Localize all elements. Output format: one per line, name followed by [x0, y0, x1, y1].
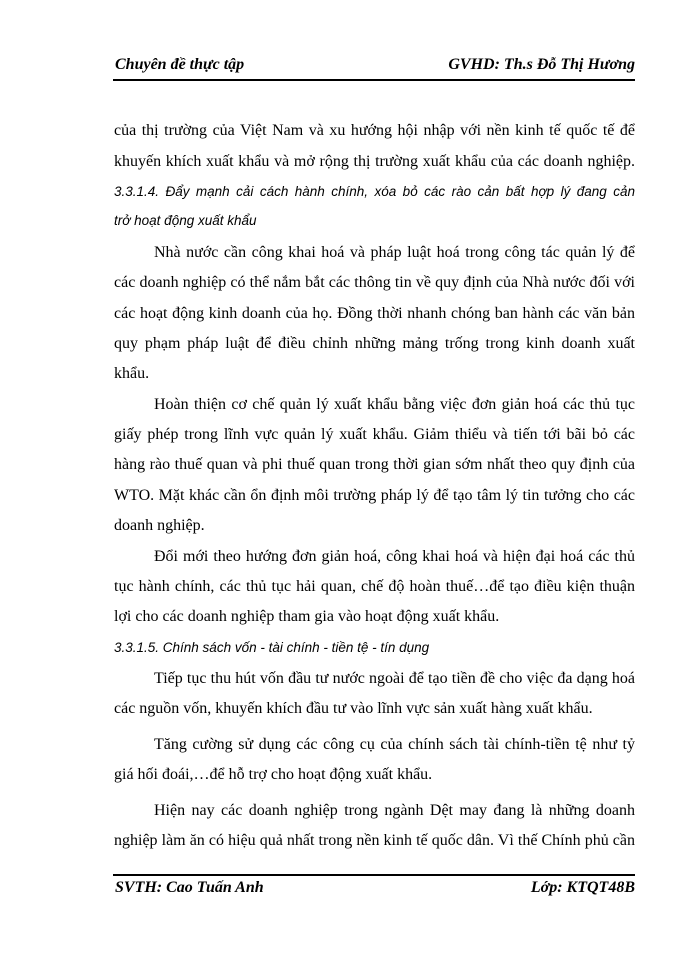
body-line: nghiệp làm ăn có hiệu quả nhất trong nền kinh tế quốc dân. Vì thế Chính phủ cần: [114, 832, 635, 849]
body-line: các nguồn vốn, khuyến khích đầu tư vào lĩnh vực sản xuất hàng xuất khẩu.: [114, 700, 593, 717]
header-supervisor: GVHD: Th.s Đỗ Thị Hương: [448, 56, 635, 73]
section-heading-3-3-1-4: 3.3.1.4. Đẩy mạnh cải cách hành chính, xóa bỏ các rào cản bất hợp lý đang cản: [114, 184, 635, 199]
body-line: Tăng cường sử dụng các công cụ của chính sách tài chính-tiền tệ như tỷ: [154, 736, 635, 753]
body-line: khuyến khích xuất khẩu và mở rộng thị trường xuất khẩu của các doanh nghiệp.: [114, 153, 635, 170]
body-line: WTO. Mặt khác cần ổn định môi trường pháp lý để tạo tâm lý tin tưởng cho các: [114, 487, 635, 504]
body-line: lợi cho các doanh nghiệp tham gia vào hoạt động xuất khẩu.: [114, 608, 500, 625]
body-line: Đổi mới theo hướng đơn giản hoá, công khai hoá và hiện đại hoá các thủ: [154, 548, 635, 565]
section-heading-3-3-1-5: 3.3.1.5. Chính sách vốn - tài chính - tiền tệ - tín dụng: [114, 640, 430, 655]
footer-student: SVTH: Cao Tuấn Anh: [115, 879, 264, 896]
page-footer: [113, 879, 635, 901]
body-line: của thị trường của Việt Nam và xu hướng hội nhập với nền kinh tế quốc tế để: [114, 122, 635, 139]
body-line: Hiện nay các doanh nghiệp trong ngành Dệt may đang là những doanh: [154, 802, 635, 819]
body-line: quy phạm pháp luật để điều chỉnh những mảng trống trong kinh doanh xuất: [114, 335, 635, 352]
body-line: Hoàn thiện cơ chế quản lý xuất khẩu bằng việc đơn giản hoá các thủ tục: [154, 396, 635, 413]
body-line: giá hối đoái,…để hỗ trợ cho hoạt động xuất khẩu.: [114, 766, 433, 783]
header-divider: [113, 79, 635, 81]
footer-class: Lớp: KTQT48B: [530, 879, 635, 896]
body-line: doanh nghiệp.: [114, 517, 205, 534]
body-line: Nhà nước cần công khai hoá và pháp luật hoá trong công tác quản lý để: [154, 244, 635, 261]
body-line: hàng rào thuế quan và phi thuế quan trong thời gian sớm nhất theo quy định của: [114, 456, 635, 473]
body-line: các doanh nghiệp có thể nắm bắt các thông tin về quy định của Nhà nước đối với: [114, 274, 635, 291]
body-line: tục hành chính, các thủ tục hải quan, chế độ hoàn thuế…để tạo điều kiện thuận: [114, 578, 635, 595]
header-title: Chuyên đề thực tập: [115, 56, 245, 73]
section-heading-3-3-1-4-cont: trở hoạt động xuất khẩu: [114, 213, 257, 228]
body-line: các hoạt động kinh doanh của họ. Đồng thời nhanh chóng ban hành các văn bản: [114, 305, 635, 322]
body-line: khẩu.: [114, 365, 150, 382]
page-header: [113, 56, 635, 78]
footer-divider: [113, 874, 635, 876]
body-line: giấy phép trong lĩnh vực quản lý xuất khẩu. Giảm thiểu và tiến tới bãi bỏ các: [114, 426, 635, 443]
body-line: Tiếp tục thu hút vốn đầu tư nước ngoài để tạo tiền đề cho việc đa dạng hoá: [154, 670, 635, 687]
